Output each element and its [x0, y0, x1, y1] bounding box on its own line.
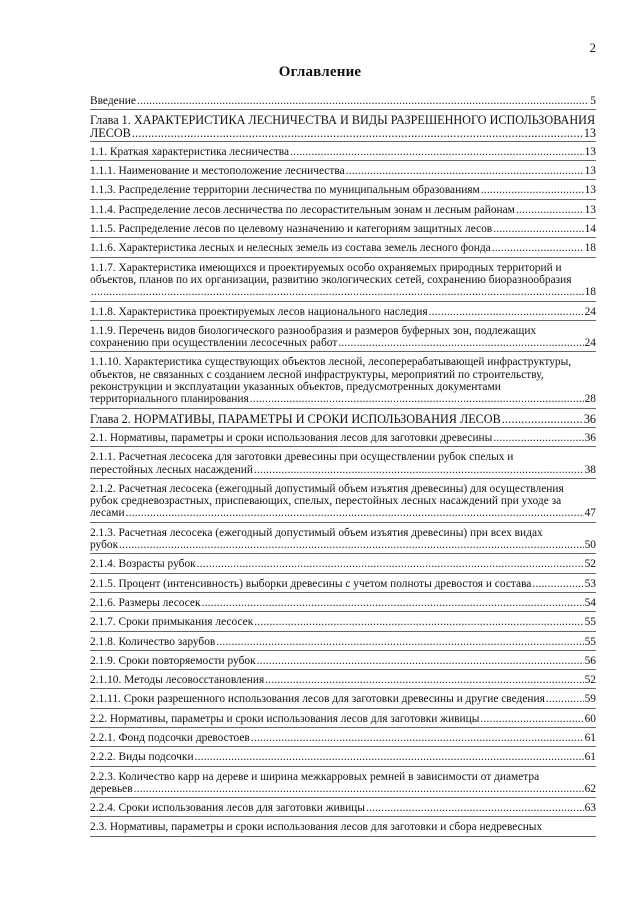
toc-entry[interactable]: [90, 747, 596, 766]
toc-entry-page: 55: [584, 635, 596, 648]
toc-entry[interactable]: [90, 409, 596, 428]
toc-entry-page: 50: [584, 539, 596, 552]
dot-leader: [492, 242, 584, 254]
toc-entry[interactable]: [90, 632, 596, 651]
toc-entry[interactable]: [90, 574, 596, 593]
toc-entry-title: 2.1.4. Возрасты рубок: [90, 558, 196, 571]
toc-entry[interactable]: [90, 161, 596, 180]
toc-entry[interactable]: [90, 612, 596, 631]
toc-entry-title-line: рубок средневозрастных, приспевающих, спелых, перестойных лесных насаждений при уходе за: [90, 495, 562, 508]
toc-entry-title-line: объектов, планов по их организации, развитию экологических сетей, сохранению биоразнообразия: [90, 273, 572, 286]
dot-leader: [257, 655, 584, 667]
toc-entry[interactable]: [90, 238, 596, 257]
toc-entry-last-line: [90, 539, 596, 551]
toc-entry-page: 36: [583, 411, 596, 426]
toc-entry-title: 2.1.5. Процент (интенсивность) выборки древесины с учетом полноты древостоя и состава: [90, 577, 532, 590]
toc-entry-title-line: 2.1.3. Расчетная лесосека (ежегодный допустимый объем изъятия древесины) при всех видах: [90, 526, 543, 539]
toc-entry[interactable]: [90, 817, 596, 836]
toc-entry[interactable]: [90, 110, 596, 142]
toc-entry-title-line: 1.1.10. Характеристика существующих объектов лесной, лесоперерабатывающей инфраструктуры,: [90, 356, 572, 369]
toc-entry[interactable]: [90, 728, 596, 747]
dot-leader: [254, 616, 583, 628]
toc-entry-title: 1.1.5. Распределение лесов по целевому назначению и категориям защитных лесов: [90, 223, 493, 236]
toc-entry-page: 24: [584, 305, 596, 318]
toc-entry-page: 13: [584, 203, 596, 216]
toc-entry-title-line: 2.2.3. Количество карр на дереве и ширина межкарровых ремней в зависимости от диаметра: [90, 770, 540, 783]
toc-entry-page: 14: [584, 223, 596, 236]
dot-leader: [493, 432, 583, 444]
dot-leader: [481, 184, 584, 196]
toc-entry[interactable]: [90, 479, 596, 523]
toc-entry[interactable]: [90, 219, 596, 238]
dot-leader: [502, 413, 583, 425]
toc-entry-page: 63: [584, 802, 596, 815]
toc-entry[interactable]: [90, 554, 596, 573]
dot-leader: [250, 393, 584, 405]
toc-entry[interactable]: [90, 428, 596, 447]
toc-entry-title-line: 2.1.2. Расчетная лесосека (ежегодный допустимый объем изъятия древесины) для осуществления: [90, 482, 564, 495]
toc-entry-page: 60: [584, 712, 596, 725]
dot-leader: [265, 674, 583, 686]
toc-entry-title: Глава 2. НОРМАТИВЫ, ПАРАМЕТРЫ И СРОКИ ИСПОЛЬЗОВАНИЯ ЛЕСОВ: [90, 411, 501, 426]
toc-entry-page: 53: [584, 577, 596, 590]
toc-entry-title: 1.1.6. Характеристика лесных и нелесных земель из состава земель лесного фонда: [90, 242, 491, 255]
toc-entry-title-line: реконструкции и эксплуатации указанных объектов, предусмотренных документами: [90, 381, 501, 394]
dot-leader: [338, 337, 583, 349]
toc-entry[interactable]: [90, 321, 596, 353]
dot-leader: [134, 783, 584, 795]
dot-leader: [493, 223, 583, 235]
toc-entry-title: 2.1.7. Сроки примыкания лесосек: [90, 616, 254, 629]
toc-entry-title: Введение: [90, 95, 136, 107]
toc-entry[interactable]: [90, 593, 596, 612]
toc-entry[interactable]: [90, 93, 596, 110]
toc-entry-page: 54: [584, 596, 596, 609]
toc-entry-page: 38: [584, 463, 596, 476]
toc-entry-title: 2.3. Нормативы, параметры и сроки использования лесов для заготовки и сбора недревесных: [90, 821, 543, 834]
toc-entry-title-line: ЛЕСОВ: [90, 125, 131, 140]
toc-entry-page: 36: [584, 431, 596, 444]
toc-entry-title: 1.1.8. Характеристика проектируемых лесов национального наследия: [90, 305, 428, 318]
dot-leader: [197, 558, 584, 570]
toc-entry-title-line: 1.1.9. Перечень видов биологического разнообразия и размеров буферных зон, подлежащих: [90, 324, 537, 337]
toc-entry-page: 56: [584, 654, 596, 667]
toc-entry-page: 13: [583, 125, 596, 140]
dot-leader: [254, 464, 584, 476]
toc-entry-title: 2.1.11. Сроки разрешенного использования лесов для заготовки древесины и другие сведения: [90, 693, 545, 706]
toc-entry[interactable]: [90, 447, 596, 479]
toc-entry-title-line: территориального планирования: [90, 393, 249, 406]
dot-leader: [480, 713, 583, 725]
toc-entry-title-line: Глава 1. ХАРАКТЕРИСТИКА ЛЕСНИЧЕСТВА И ВИДЫ РАЗРЕШЕННОГО ИСПОЛЬЗОВАНИЯ: [90, 113, 596, 128]
toc-entry-title: 1.1.4. Распределение лесов лесничества по лесорастительным зонам и лесным районам: [90, 203, 515, 216]
toc-entry[interactable]: [90, 651, 596, 670]
toc-entry[interactable]: [90, 180, 596, 199]
toc-entry-title: 2.1.8. Количество зарубов: [90, 635, 216, 648]
dot-leader: [290, 146, 584, 158]
toc-entry-title-line: лесами: [90, 507, 125, 520]
toc-entry-title-line: 1.1.7. Характеристика имеющихся и проектируемых особо охраняемых природных территорий и: [90, 261, 562, 274]
toc-entry-title: 1.1.3. Распределение территории лесничества по муниципальным образованиям: [90, 184, 480, 197]
page-number: 2: [589, 40, 596, 55]
dot-leader: [366, 802, 584, 814]
dot-leader: [429, 306, 584, 318]
toc-entry[interactable]: [90, 142, 596, 161]
dot-leader: [132, 127, 583, 139]
toc-entry-title: 1.1. Краткая характеристика лесничества: [90, 145, 290, 158]
toc-entry[interactable]: [90, 670, 596, 689]
toc-entry-title: 2.1. Нормативы, параметры и сроки использования лесов для заготовки древесины: [90, 431, 493, 444]
toc-entry-last-line: [90, 393, 596, 405]
dot-leader: [251, 732, 584, 744]
toc-entry-page: 61: [584, 731, 596, 744]
toc-entry-page: 24: [584, 337, 596, 350]
toc-entry[interactable]: [90, 767, 596, 799]
toc-entry-title: 2.1.10. Методы лесовосстановления: [90, 674, 265, 687]
toc-entry-page: 18: [584, 242, 596, 255]
toc-entry-page: 18: [584, 286, 596, 299]
toc-entry-page: 52: [584, 674, 596, 687]
toc-entry[interactable]: [90, 523, 596, 555]
toc-entry-title-line: деревьев: [90, 782, 133, 795]
toc-entry-page: 59: [584, 693, 596, 706]
toc-entry-last-line: [90, 286, 596, 298]
toc-entry-page: 62: [584, 782, 596, 795]
toc-entry-title: 1.1.1. Наименование и местоположение лесничества: [90, 165, 345, 178]
toc-entry-title: 2.1.9. Сроки повторяемости рубок: [90, 654, 256, 667]
dot-leader: [126, 507, 584, 519]
toc-entry[interactable]: [90, 258, 596, 302]
toc-entry-page: 13: [584, 184, 596, 197]
toc-entry[interactable]: [90, 302, 596, 321]
dot-leader: [516, 204, 584, 216]
toc-entry-title: 2.2.1. Фонд подсочки древостоев: [90, 731, 250, 744]
toc-entry-last-line: [90, 464, 596, 476]
page-title: Оглавление: [278, 64, 362, 80]
toc-entry-title-line: перестойных лесных насаждений: [90, 463, 253, 476]
dot-leader: [532, 578, 583, 590]
dot-leader: [216, 636, 583, 648]
toc-entry-title-line: 2.1.1. Расчетная лесосека для заготовки древесины при осуществлении рубок спелых и: [90, 451, 514, 464]
toc-entry-title-line: объектов, не связанных с созданием лесной инфраструктуры, мероприятий по строительству,: [90, 368, 544, 381]
toc-entry[interactable]: [90, 798, 596, 817]
toc-entry-page: 28: [584, 393, 596, 406]
toc-entry-page: 13: [584, 145, 596, 158]
table-of-contents: [90, 93, 596, 837]
toc-entry-title-line: сохранению при осуществлении лесосечных работ: [90, 337, 338, 350]
toc-entry-last-line: [90, 783, 596, 795]
dot-leader: [119, 539, 583, 551]
dot-leader: [346, 165, 584, 177]
dot-leader: [546, 693, 584, 705]
toc-entry[interactable]: [90, 709, 596, 728]
dot-leader: [202, 597, 584, 609]
dot-leader: [91, 286, 584, 298]
toc-entry[interactable]: [90, 352, 596, 408]
toc-entry[interactable]: [90, 200, 596, 219]
toc-entry-page: 61: [584, 751, 596, 764]
toc-entry-page: 52: [584, 558, 596, 571]
toc-entry-title: 2.2.4. Сроки использования лесов для заготовки живицы: [90, 802, 365, 815]
toc-entry[interactable]: [90, 689, 596, 708]
toc-entry-last-line: [90, 127, 596, 139]
toc-entry-title-line: рубок: [90, 539, 119, 552]
toc-entry-page: 13: [584, 165, 596, 178]
toc-entry-last-line: [90, 507, 596, 519]
toc-entry-title: 2.2.2. Виды подсочки: [90, 751, 194, 764]
toc-entry-page: 47: [584, 507, 596, 520]
toc-entry-title: 2.1.6. Размеры лесосек: [90, 596, 201, 609]
toc-entry-page: 5: [590, 95, 596, 107]
dot-leader: [137, 95, 589, 107]
dot-leader: [195, 751, 584, 763]
toc-entry-title: 2.2. Нормативы, параметры и сроки использования лесов для заготовки живицы: [90, 712, 480, 725]
toc-entry-last-line: [90, 337, 596, 349]
toc-entry-page: 55: [584, 616, 596, 629]
